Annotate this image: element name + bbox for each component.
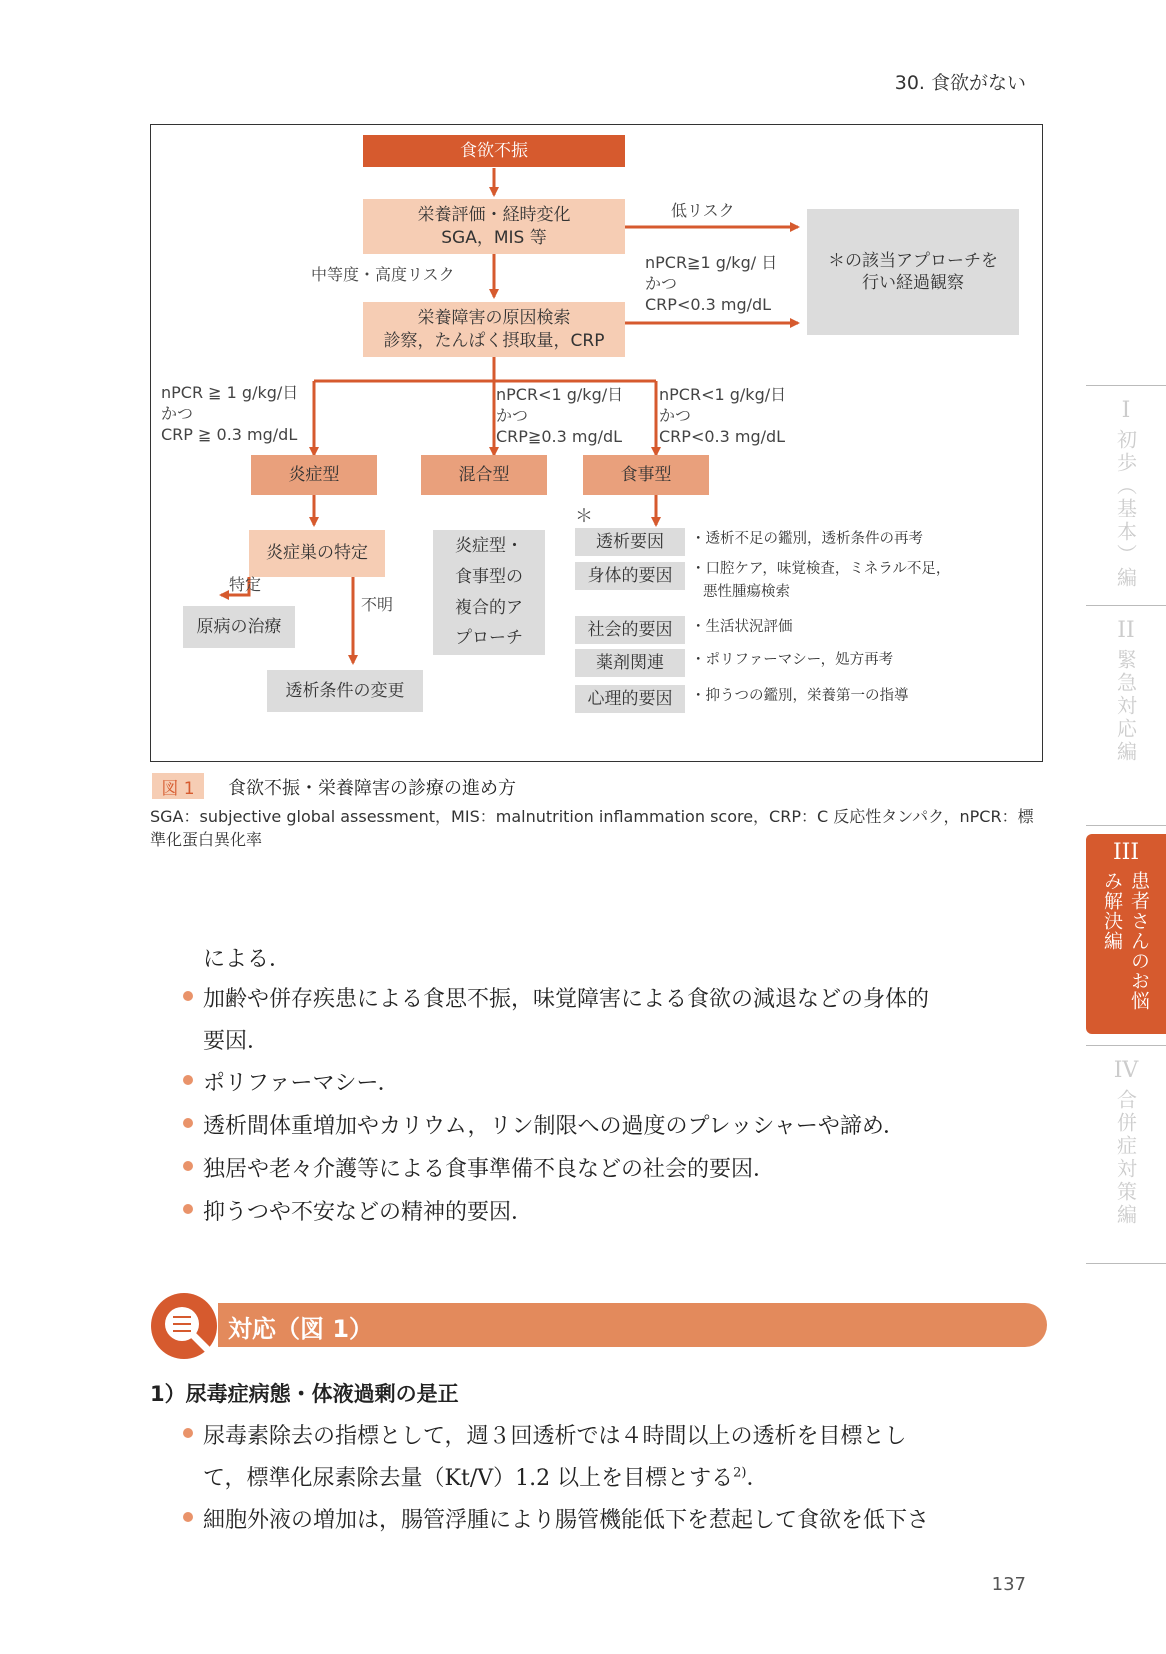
factor-drug: 薬剤関連 [575, 649, 685, 677]
inf-cond-2: かつ [161, 403, 194, 423]
side-tab-divider [1086, 825, 1166, 826]
side-tab-1-label: 初歩（基本）編 [1113, 429, 1138, 590]
side-tab-4-label: 合併症対策編 [1113, 1089, 1138, 1227]
factor-psychological-desc: ・抑うつの鑑別，栄養第一の指導 [691, 688, 909, 704]
running-title: 30. 食欲がない [894, 72, 1026, 94]
bullet-physical-2: 要因． [203, 1029, 270, 1054]
figure-frame [150, 124, 1043, 762]
label-identified: 特定 [229, 575, 262, 594]
bullet-marker [183, 1204, 193, 1214]
node-observation [807, 209, 1019, 335]
factor-physical-desc [691, 558, 950, 604]
page-number: 137 [991, 1574, 1026, 1595]
observe-line-2: 行い経過観察 [862, 273, 964, 293]
bullet-polypharmacy: ポリファーマシー． [203, 1071, 400, 1096]
node-nutrition-assessment [363, 199, 625, 254]
factor-social: 社会的要因 [575, 616, 685, 644]
bullet-marker [183, 1118, 193, 1128]
mix-cond-1: nPCR<1 g/kg/日 [496, 385, 624, 404]
factor-physical: 身体的要因 [575, 562, 685, 590]
figure-title: 食欲不振・栄養障害の診療の進め方 [228, 778, 516, 799]
side-tab-1[interactable] [1086, 398, 1166, 598]
para-urea-2-text: て，標準化尿素除去量（Kt/V）1.2 以上を目標とする [203, 1466, 734, 1491]
subsection-title: 1）尿毒症病態・体液過剰の是正 [150, 1382, 459, 1406]
bullet-physical-1: 加齢や併存疾患による食思不振，味覚障害による食欲の減退などの身体的 [203, 987, 930, 1012]
node-focus-identification: 炎症巣の特定 [249, 530, 385, 577]
complex-line-2: 食事型の [455, 566, 523, 587]
reference-superscript: 2) [733, 1465, 747, 1481]
observe-line-1: ＊の該当アプローチを [828, 250, 998, 271]
figure-tag: 図 1 [152, 773, 204, 799]
para-ecf-1: 細胞外液の増加は，腸管浮腫により腸管機能低下を惹起して食欲を低下さ [203, 1508, 930, 1533]
label-low-risk: 低リスク [671, 201, 735, 220]
meal-cond-3: CRP<0.3 mg/dL [659, 426, 786, 446]
label-mixed-condition [496, 385, 623, 447]
assess-line-1: 栄養評価・経時変化 [417, 205, 571, 226]
node-meal-type: 食事型 [583, 455, 709, 495]
physical-desc-1: ・口腔ケア，味覚検査，ミネラル不足， [691, 561, 951, 577]
bullet-social: 独居や老々介護等による食事準備不良などの社会的要因． [203, 1157, 776, 1182]
inf-cond-1: nPCR ≧ 1 g/kg/日 [161, 383, 299, 402]
mix-cond-2: かつ [496, 405, 529, 425]
bullet-marker [183, 1512, 193, 1522]
complex-line-4: プローチ [455, 628, 523, 649]
cause-line-1: 栄養障害の原因検索 [417, 308, 571, 329]
bullet-marker [183, 991, 193, 1001]
bullet-marker [183, 1428, 193, 1438]
obs-cond-1: nPCR≧1 g/kg/ 日 [645, 253, 778, 272]
label-unknown: 不明 [361, 595, 394, 614]
complex-line-3: 複合的ア [455, 597, 523, 618]
side-tab-1-num: I [1121, 398, 1131, 423]
cause-line-2: 診察，たんぱく摂取量，CRP [383, 330, 605, 351]
meal-cond-1: nPCR<1 g/kg/日 [659, 385, 787, 404]
label-meal-condition [659, 385, 786, 447]
side-tab-2-label: 緊急対応編 [1113, 649, 1138, 764]
bullet-mental: 抑うつや不安などの精神的要因． [203, 1200, 534, 1225]
body-lead: による． [203, 947, 292, 972]
factor-dialysis: 透析要因 [575, 528, 685, 556]
obs-cond-3: CRP<0.3 mg/dL [645, 294, 772, 314]
bullet-weight-gain: 透析間体重増加やカリウム，リン制限への過度のプレッシャーや諦め． [203, 1114, 906, 1139]
side-tab-2[interactable] [1086, 618, 1166, 818]
node-cause-search [363, 302, 625, 357]
para-urea-1: 尿毒素除去の指標として，週３回透析では４時間以上の透析を目標とし [203, 1424, 907, 1449]
side-tab-divider [1086, 1263, 1166, 1264]
complex-line-1: 炎症型・ [455, 536, 523, 557]
side-tab-3-active[interactable] [1086, 834, 1166, 1034]
factor-drug-desc: ・ポリファーマシー，処方再考 [691, 652, 894, 668]
magnifier-icon [148, 1290, 222, 1364]
asterisk-mark: ＊ [575, 506, 593, 527]
side-tab-3-label: 患者さんのお悩み解決編 [1101, 871, 1150, 1011]
inf-cond-3: CRP ≧ 0.3 mg/dL [161, 424, 298, 444]
section-title: 対応（図 1） [228, 1315, 374, 1343]
para-urea-2 [203, 1461, 768, 1492]
mix-cond-3: CRP≧0.3 mg/dL [496, 426, 623, 446]
factor-social-desc: ・生活状況評価 [691, 619, 793, 635]
side-tab-divider [1086, 1045, 1166, 1046]
bullet-marker [183, 1075, 193, 1085]
figure-abbreviation-note: SGA：subjective global assessment，MIS：malnutrition inflammation score，CRP：C 反応性タンパク，nPCR：標準化蛋白異化率 [150, 807, 1034, 850]
obs-cond-2: かつ [645, 273, 678, 293]
factor-dialysis-desc: ・透析不足の鑑別，透析条件の再考 [691, 531, 923, 547]
node-appetite-loss-label: 食欲不振 [460, 140, 528, 161]
node-mixed-type: 混合型 [421, 455, 547, 495]
side-tab-3-num: III [1112, 840, 1140, 865]
physical-desc-2: 悪性腫瘍検索 [703, 584, 790, 601]
side-tab-divider [1086, 605, 1166, 606]
label-mid-high-risk: 中等度・高度リスク [311, 265, 455, 284]
node-inflammatory-type: 炎症型 [251, 455, 377, 495]
node-disease-treatment: 原病の治療 [183, 606, 295, 648]
side-tab-2-num: II [1117, 618, 1135, 643]
node-complex-approach [433, 530, 545, 655]
side-tab-4[interactable] [1086, 1058, 1166, 1258]
assess-line-2: SGA，MIS 等 [441, 227, 547, 248]
label-inflam-condition [161, 383, 298, 445]
side-tab-divider [1086, 385, 1166, 386]
node-appetite-loss [363, 135, 625, 167]
side-tab-4-num: IV [1113, 1058, 1139, 1083]
meal-cond-2: かつ [659, 405, 692, 425]
label-observe-condition [645, 253, 777, 315]
node-dialysis-change: 透析条件の変更 [267, 670, 423, 712]
para-urea-2-end: ． [746, 1466, 769, 1491]
bullet-marker [183, 1161, 193, 1171]
factor-psychological: 心理的要因 [575, 685, 685, 713]
